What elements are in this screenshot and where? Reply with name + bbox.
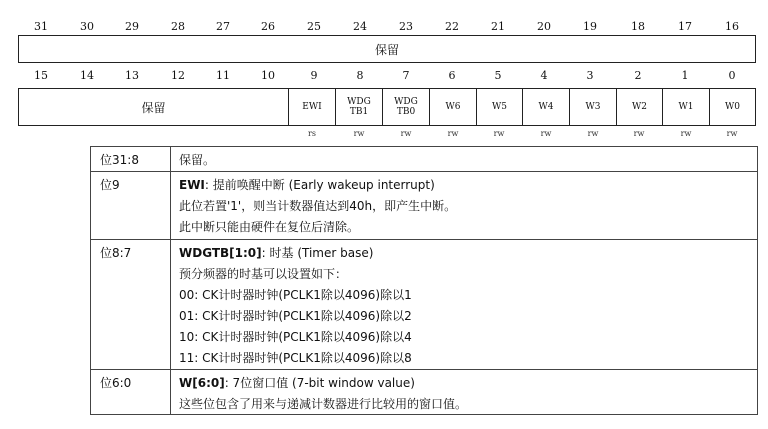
access-type: rw [447, 129, 459, 138]
bit-number: 30 [80, 20, 94, 33]
bit-number: 9 [310, 69, 318, 82]
desc-bit-range: 位31:8 [91, 147, 171, 171]
bit-number: 24 [353, 20, 367, 33]
bit-number: 29 [125, 20, 139, 33]
bit-wdgtb1 [335, 88, 383, 126]
reserved-label: 保留 [141, 100, 166, 115]
desc-row-ewi [90, 172, 758, 240]
bit-label: W6 [445, 102, 461, 112]
bit-number: 25 [307, 20, 321, 33]
bit-label: W0 [725, 102, 740, 112]
desc-title: 保留。 [179, 153, 216, 167]
bit-number: 31 [34, 20, 48, 33]
bit-number: 15 [34, 69, 48, 82]
access-type: rw [587, 129, 599, 138]
bit-w4 [522, 88, 570, 126]
bit-number: 22 [445, 20, 459, 33]
desc-row-reserved [90, 146, 758, 172]
bit-number: 12 [171, 69, 185, 82]
bit-label: W1 [678, 102, 694, 112]
desc-row-wdgtb [90, 240, 758, 370]
desc-line: 这些位包含了用来与递减计数器进行比较用的窗口值。 [179, 397, 468, 411]
bit-number: 2 [634, 69, 642, 82]
bit-wdgtb0 [382, 88, 430, 126]
bit-number: 10 [261, 69, 275, 82]
bit-number: 21 [491, 20, 505, 33]
desc-body [171, 370, 757, 414]
bit-number: 7 [402, 69, 410, 82]
bit-number: 11 [216, 69, 230, 82]
bit-w1 [662, 88, 710, 126]
desc-line: 此中断只能由硬件在复位后清除。 [179, 220, 360, 234]
field-title: : 提前唤醒中断 (Early wakeup interrupt) [204, 178, 435, 192]
bit-number: 20 [537, 20, 551, 33]
access-type: rw [493, 129, 505, 138]
bit-number: 28 [171, 20, 185, 33]
desc-title [179, 243, 757, 264]
bit-label: WDG TB0 [394, 97, 418, 117]
bit-number: 16 [725, 20, 739, 33]
bit-number: 26 [261, 20, 275, 33]
desc-line: 10: CK计时器时钟(PCLK1除以4096)除以4 [179, 330, 412, 344]
desc-body [171, 147, 757, 171]
desc-line: 预分频器的时基可以设置如下： [179, 267, 348, 281]
bit-label: EWI [302, 102, 322, 112]
bit-w5 [476, 88, 523, 126]
desc-bit-range: 位6:0 [91, 370, 171, 414]
bit-label: W4 [538, 102, 554, 112]
bit-w6 [429, 88, 477, 126]
desc-line: 00: CK计时器时钟(PCLK1除以4096)除以1 [179, 288, 412, 302]
bit-number: 5 [494, 69, 502, 82]
desc-title [179, 175, 757, 196]
bit-number: 14 [80, 69, 94, 82]
field-name: W[6:0] [179, 376, 225, 390]
bit-number: 6 [448, 69, 456, 82]
lower-reserved-field [18, 88, 289, 126]
bit-w3 [569, 88, 617, 126]
bit-number: 23 [399, 20, 413, 33]
field-name: EWI [179, 178, 205, 192]
bit-label: W5 [492, 102, 507, 112]
access-type: rw [353, 129, 365, 138]
reserved-label: 保留 [374, 42, 399, 57]
bit-number: 18 [631, 20, 645, 33]
access-type: rw [540, 129, 552, 138]
desc-title [179, 373, 757, 394]
desc-body [171, 240, 757, 369]
access-type: rw [400, 129, 412, 138]
access-type: rw [680, 129, 692, 138]
bit-ewi [288, 88, 336, 126]
bit-label: W3 [585, 102, 601, 112]
desc-body [171, 172, 757, 239]
bit-number: 17 [678, 20, 692, 33]
field-title: : 7位窗口值 (7-bit window value) [224, 376, 415, 390]
desc-line: 11: CK计时器时钟(PCLK1除以4096)除以8 [179, 351, 412, 365]
bit-number: 27 [216, 20, 230, 33]
desc-row-window [90, 370, 758, 415]
bit-number: 3 [586, 69, 594, 82]
field-name: WDGTB[1:0] [179, 246, 262, 260]
bit-w2 [616, 88, 663, 126]
desc-line: 此位若置'1'，则当计数器值达到40h，即产生中断。 [179, 199, 457, 213]
bit-label: W2 [632, 102, 647, 112]
bit-number: 13 [125, 69, 139, 82]
bit-w0 [709, 88, 756, 126]
desc-bit-range: 位8:7 [91, 240, 171, 369]
bit-label: WDG TB1 [347, 97, 371, 117]
bit-number: 0 [728, 69, 736, 82]
bit-number: 19 [583, 20, 597, 33]
field-title: : 时基 (Timer base) [261, 246, 374, 260]
bit-number: 8 [356, 69, 364, 82]
access-type: rs [308, 129, 316, 138]
access-type: rw [633, 129, 645, 138]
desc-line: 01: CK计时器时钟(PCLK1除以4096)除以2 [179, 309, 412, 323]
access-type: rw [726, 129, 738, 138]
bit-number: 1 [681, 69, 689, 82]
bit-number: 4 [540, 69, 548, 82]
desc-bit-range: 位9 [91, 172, 171, 239]
upper-reserved-field [18, 35, 756, 63]
